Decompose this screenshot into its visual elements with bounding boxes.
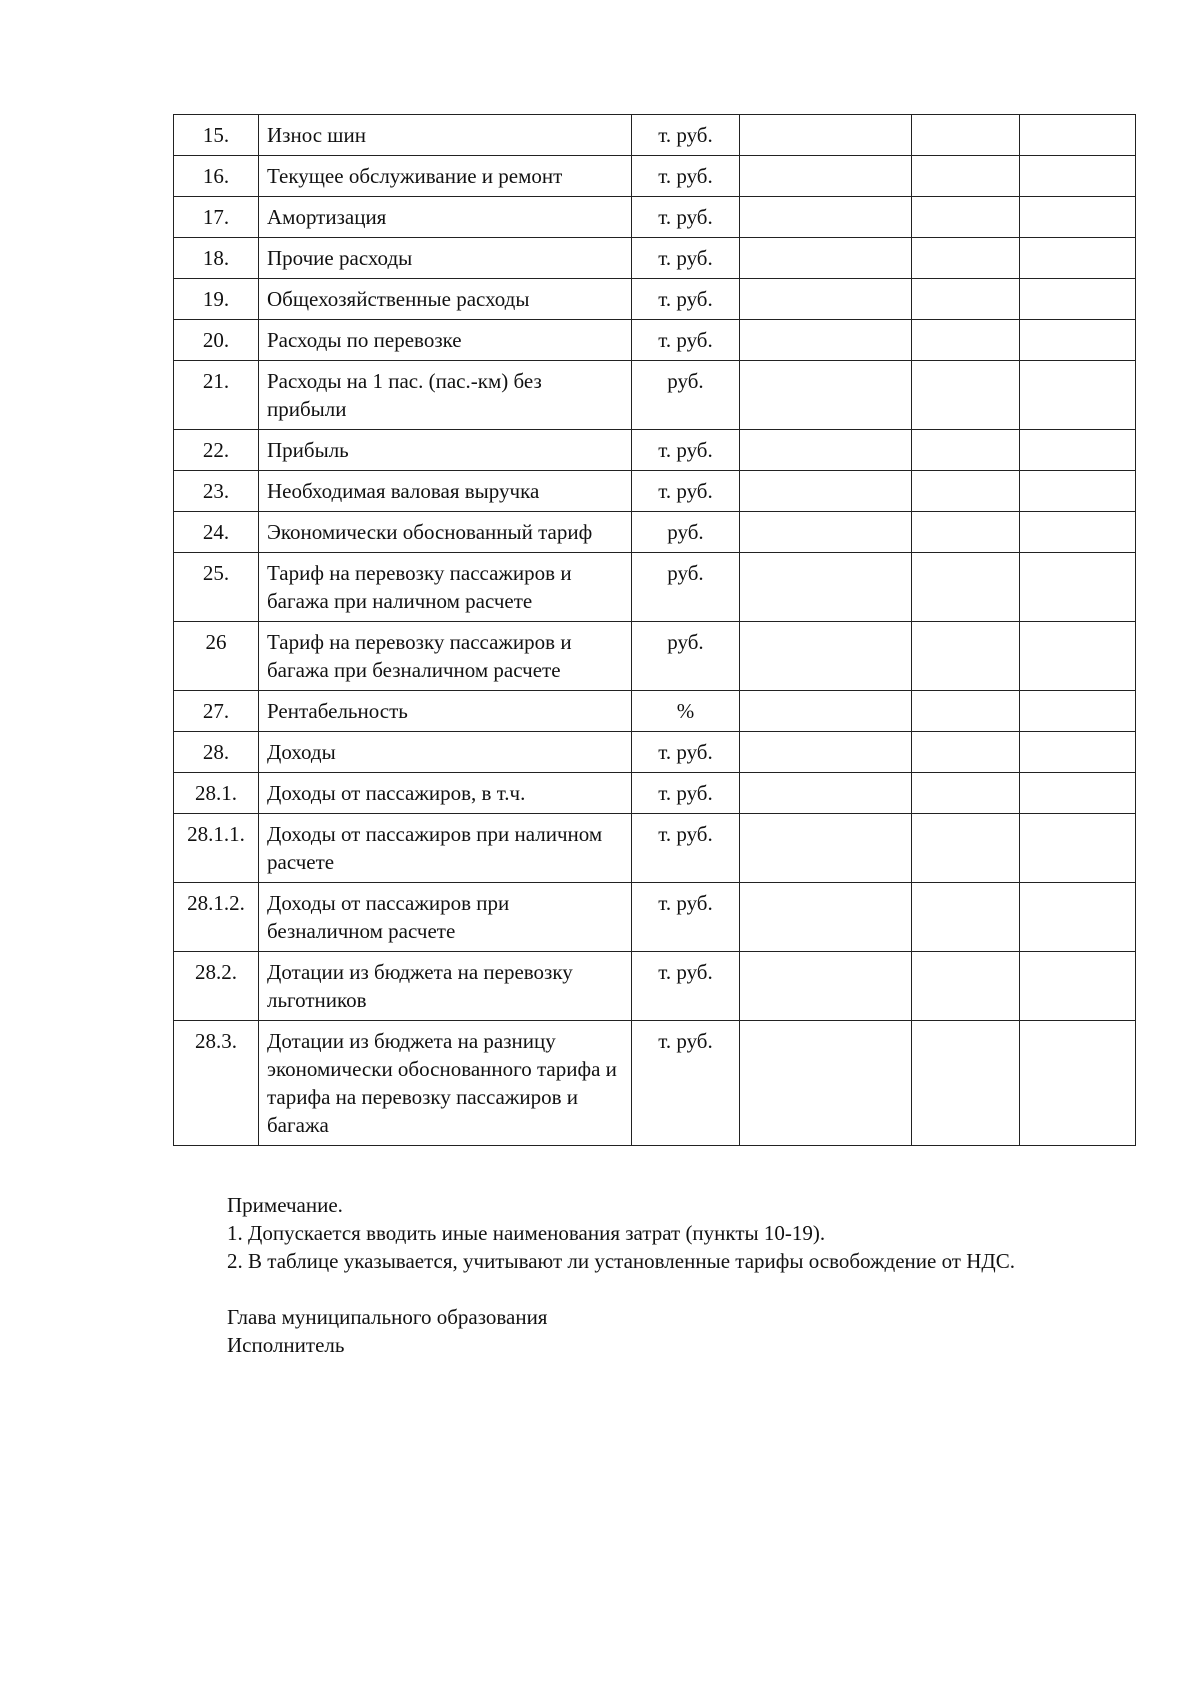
row-number: 28.1.2. bbox=[174, 883, 259, 952]
row-value-cell-1 bbox=[740, 430, 912, 471]
row-value-cell-2 bbox=[912, 512, 1020, 553]
row-value-cell-2 bbox=[912, 238, 1020, 279]
row-value-cell-1 bbox=[740, 773, 912, 814]
row-item-name: Расходы по перевозке bbox=[259, 320, 632, 361]
row-item-name: Доходы bbox=[259, 732, 632, 773]
table-row bbox=[174, 361, 1136, 430]
row-unit: т. руб. bbox=[632, 156, 740, 197]
row-number: 26 bbox=[174, 622, 259, 691]
note-item-2: 2. В таблице указывается, учитывают ли установленные тарифы освобождение от НДС. bbox=[227, 1249, 1015, 1273]
table-row bbox=[174, 197, 1136, 238]
table-row bbox=[174, 814, 1136, 883]
row-value-cell-3 bbox=[1020, 320, 1136, 361]
note-item-1: 1. Допускается вводить иные наименования затрат (пункты 10-19). bbox=[227, 1221, 826, 1245]
row-item-name: Доходы от пассажиров, в т.ч. bbox=[259, 773, 632, 814]
row-value-cell-1 bbox=[740, 1021, 912, 1146]
row-number: 28.3. bbox=[174, 1021, 259, 1146]
row-value-cell-1 bbox=[740, 691, 912, 732]
row-value-cell-1 bbox=[740, 471, 912, 512]
row-value-cell-3 bbox=[1020, 773, 1136, 814]
row-value-cell-1 bbox=[740, 238, 912, 279]
row-value-cell-1 bbox=[740, 115, 912, 156]
table-row bbox=[174, 553, 1136, 622]
table-row bbox=[174, 430, 1136, 471]
row-number: 27. bbox=[174, 691, 259, 732]
row-value-cell-3 bbox=[1020, 238, 1136, 279]
row-value-cell-3 bbox=[1020, 279, 1136, 320]
row-value-cell-1 bbox=[740, 883, 912, 952]
row-item-name: Дотации из бюджета на перевозку льготников bbox=[259, 952, 632, 1021]
row-value-cell-3 bbox=[1020, 156, 1136, 197]
row-value-cell-3 bbox=[1020, 553, 1136, 622]
row-unit: т. руб. bbox=[632, 430, 740, 471]
row-value-cell-3 bbox=[1020, 471, 1136, 512]
cost-table-body bbox=[174, 115, 1136, 1146]
row-item-name: Прочие расходы bbox=[259, 238, 632, 279]
row-value-cell-2 bbox=[912, 115, 1020, 156]
row-number: 28. bbox=[174, 732, 259, 773]
row-unit: т. руб. bbox=[632, 115, 740, 156]
row-unit: руб. bbox=[632, 622, 740, 691]
row-unit: т. руб. bbox=[632, 197, 740, 238]
row-value-cell-2 bbox=[912, 952, 1020, 1021]
table-row bbox=[174, 320, 1136, 361]
notes-spacer bbox=[227, 1275, 1015, 1303]
table-row bbox=[174, 1021, 1136, 1146]
row-unit: т. руб. bbox=[632, 320, 740, 361]
table-row bbox=[174, 622, 1136, 691]
row-number: 22. bbox=[174, 430, 259, 471]
row-number: 28.1. bbox=[174, 773, 259, 814]
row-value-cell-2 bbox=[912, 156, 1020, 197]
row-number: 21. bbox=[174, 361, 259, 430]
row-value-cell-1 bbox=[740, 512, 912, 553]
row-value-cell-2 bbox=[912, 553, 1020, 622]
row-item-name: Экономически обоснованный тариф bbox=[259, 512, 632, 553]
row-unit: руб. bbox=[632, 553, 740, 622]
row-number: 17. bbox=[174, 197, 259, 238]
row-number: 28.1.1. bbox=[174, 814, 259, 883]
row-item-name: Необходимая валовая выручка bbox=[259, 471, 632, 512]
row-value-cell-3 bbox=[1020, 814, 1136, 883]
row-item-name: Доходы от пассажиров при наличном расчете bbox=[259, 814, 632, 883]
row-unit: т. руб. bbox=[632, 279, 740, 320]
row-value-cell-1 bbox=[740, 622, 912, 691]
row-value-cell-2 bbox=[912, 622, 1020, 691]
row-item-name: Износ шин bbox=[259, 115, 632, 156]
table-row bbox=[174, 512, 1136, 553]
row-value-cell-1 bbox=[740, 553, 912, 622]
row-value-cell-3 bbox=[1020, 952, 1136, 1021]
signature-executor: Исполнитель bbox=[227, 1333, 345, 1357]
row-number: 25. bbox=[174, 553, 259, 622]
row-value-cell-1 bbox=[740, 197, 912, 238]
row-value-cell-3 bbox=[1020, 622, 1136, 691]
row-number: 23. bbox=[174, 471, 259, 512]
row-item-name: Амортизация bbox=[259, 197, 632, 238]
row-value-cell-3 bbox=[1020, 732, 1136, 773]
row-item-name: Расходы на 1 пас. (пас.-км) без прибыли bbox=[259, 361, 632, 430]
row-value-cell-3 bbox=[1020, 1021, 1136, 1146]
table-row bbox=[174, 773, 1136, 814]
row-value-cell-2 bbox=[912, 814, 1020, 883]
row-value-cell-2 bbox=[912, 1021, 1020, 1146]
row-unit: руб. bbox=[632, 361, 740, 430]
row-value-cell-2 bbox=[912, 361, 1020, 430]
row-unit: т. руб. bbox=[632, 814, 740, 883]
row-value-cell-2 bbox=[912, 320, 1020, 361]
row-unit: т. руб. bbox=[632, 238, 740, 279]
row-number: 16. bbox=[174, 156, 259, 197]
row-value-cell-3 bbox=[1020, 691, 1136, 732]
table-row bbox=[174, 238, 1136, 279]
row-value-cell-2 bbox=[912, 279, 1020, 320]
row-value-cell-2 bbox=[912, 430, 1020, 471]
row-value-cell-2 bbox=[912, 883, 1020, 952]
row-unit: т. руб. bbox=[632, 773, 740, 814]
row-value-cell-2 bbox=[912, 732, 1020, 773]
row-value-cell-1 bbox=[740, 361, 912, 430]
row-number: 20. bbox=[174, 320, 259, 361]
row-value-cell-2 bbox=[912, 773, 1020, 814]
row-unit: т. руб. bbox=[632, 1021, 740, 1146]
row-item-name: Дотации из бюджета на разницу экономически обоснованного тарифа и тарифа на перевозку пассажиров и багажа bbox=[259, 1021, 632, 1146]
table-row bbox=[174, 883, 1136, 952]
row-number: 18. bbox=[174, 238, 259, 279]
row-value-cell-3 bbox=[1020, 512, 1136, 553]
row-value-cell-3 bbox=[1020, 115, 1136, 156]
row-value-cell-1 bbox=[740, 952, 912, 1021]
table-row bbox=[174, 279, 1136, 320]
row-number: 24. bbox=[174, 512, 259, 553]
row-value-cell-2 bbox=[912, 691, 1020, 732]
row-unit: т. руб. bbox=[632, 952, 740, 1021]
row-value-cell-2 bbox=[912, 197, 1020, 238]
row-item-name: Прибыль bbox=[259, 430, 632, 471]
row-value-cell-3 bbox=[1020, 197, 1136, 238]
row-number: 15. bbox=[174, 115, 259, 156]
row-unit: руб. bbox=[632, 512, 740, 553]
row-item-name: Тариф на перевозку пассажиров и багажа при наличном расчете bbox=[259, 553, 632, 622]
row-item-name: Текущее обслуживание и ремонт bbox=[259, 156, 632, 197]
row-value-cell-3 bbox=[1020, 361, 1136, 430]
row-value-cell-3 bbox=[1020, 883, 1136, 952]
row-value-cell-1 bbox=[740, 156, 912, 197]
row-unit: % bbox=[632, 691, 740, 732]
table-row bbox=[174, 691, 1136, 732]
row-unit: т. руб. bbox=[632, 732, 740, 773]
table-row bbox=[174, 115, 1136, 156]
row-value-cell-1 bbox=[740, 732, 912, 773]
row-value-cell-1 bbox=[740, 279, 912, 320]
row-item-name: Тариф на перевозку пассажиров и багажа при безналичном расчете bbox=[259, 622, 632, 691]
notes-title: Примечание. bbox=[227, 1193, 343, 1217]
notes-block bbox=[227, 1191, 1015, 1359]
table-row bbox=[174, 952, 1136, 1021]
row-number: 19. bbox=[174, 279, 259, 320]
table-row bbox=[174, 732, 1136, 773]
table-row bbox=[174, 471, 1136, 512]
signature-head: Глава муниципального образования bbox=[227, 1305, 548, 1329]
row-number: 28.2. bbox=[174, 952, 259, 1021]
row-unit: т. руб. bbox=[632, 883, 740, 952]
row-value-cell-1 bbox=[740, 320, 912, 361]
row-item-name: Рентабельность bbox=[259, 691, 632, 732]
row-item-name: Общехозяйственные расходы bbox=[259, 279, 632, 320]
row-value-cell-3 bbox=[1020, 430, 1136, 471]
row-value-cell-2 bbox=[912, 471, 1020, 512]
row-value-cell-1 bbox=[740, 814, 912, 883]
row-unit: т. руб. bbox=[632, 471, 740, 512]
row-item-name: Доходы от пассажиров при безналичном расчете bbox=[259, 883, 632, 952]
table-row bbox=[174, 156, 1136, 197]
cost-table bbox=[173, 114, 1136, 1146]
